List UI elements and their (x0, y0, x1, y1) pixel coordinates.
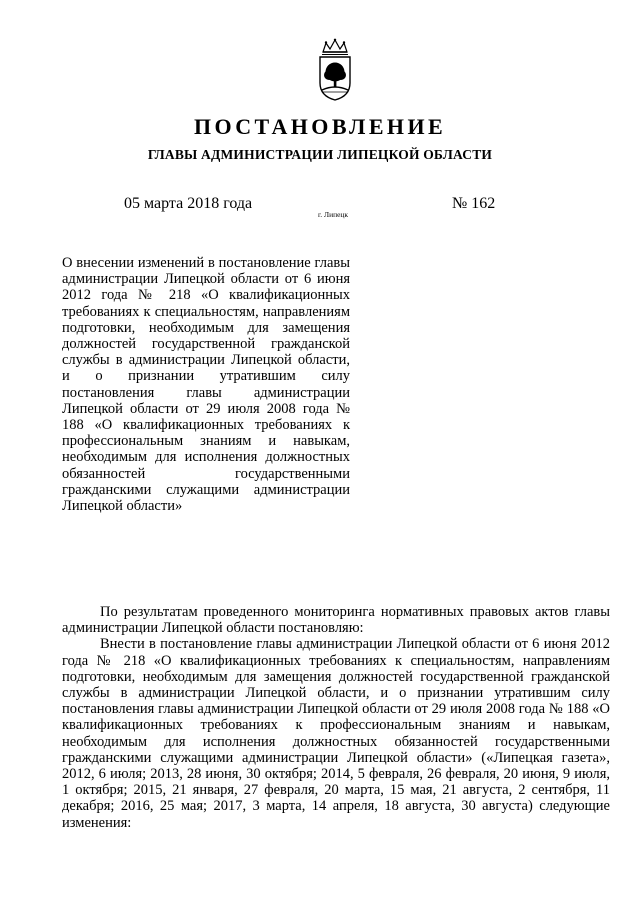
body-paragraph: Внести в постановление главы администрации Липецкой области от 6 июня 2012 года № 218 «О квалификационных требованиях к специальностям, направлениям подготовки, необходимым для замещения должностей государственной гражданской службы в администрации Липецкой области, и о признании утратившим силу постановления главы администрации Липецкой области от 29 июля 2008 года № 188 «О квалификационных требованиях к профессиональным знаниям и навыкам, необходимым для исполнения должностных обязанностей государственными гражданскими служащими администрации Липецкой области» («Липецкая газета», 2012, 6 июля; 2013, 28 июня, 30 октября; 2014, 5 февраля, 26 февраля, 20 июня, 9 июля, 1 октября; 2015, 21 января, 27 февраля, 20 марта, 15 мая, 21 августа, 2 сентября, 11 декабря; 2016, 25 мая; 2017, 3 марта, 14 апреля, 18 августа, 30 августа) следующие изменения: (62, 636, 610, 831)
document-date: 05 марта 2018 года (124, 195, 253, 212)
document-number: № 162 (452, 195, 496, 212)
document-subtitle: ГЛАВЫ АДМИНИСТРАЦИИ ЛИПЕЦКОЙ ОБЛАСТИ (147, 147, 493, 162)
document-subject: О внесении изменений в постановление главы администрации Липецкой области от 6 июня 2012 года № 218 «О квалификационных требованиях к специальностям, направлениям подготовки, необходимым для замещения должностей государственной гражданской службы в администрации Липецкой области, и о признании утратившим силу постановления главы администрации Липецкой области от 29 июля 2008 года № 188 «О квалификационных требованиях к профессиональным знаниям и навыкам, необходимым для исполнения должностных обязанностей государственными гражданскими служащими администрации Липецкой области» (62, 255, 350, 515)
document-city: г. Липецк (318, 210, 349, 219)
document-body (62, 604, 610, 831)
lipetsk-coat-of-arms-icon (314, 38, 356, 102)
document-title: ПОСТАНОВЛЕНИЕ (193, 114, 447, 139)
body-paragraph: По результатам проведенного мониторинга нормативных правовых актов главы администрации Липецкой области постановляю: (62, 604, 610, 637)
